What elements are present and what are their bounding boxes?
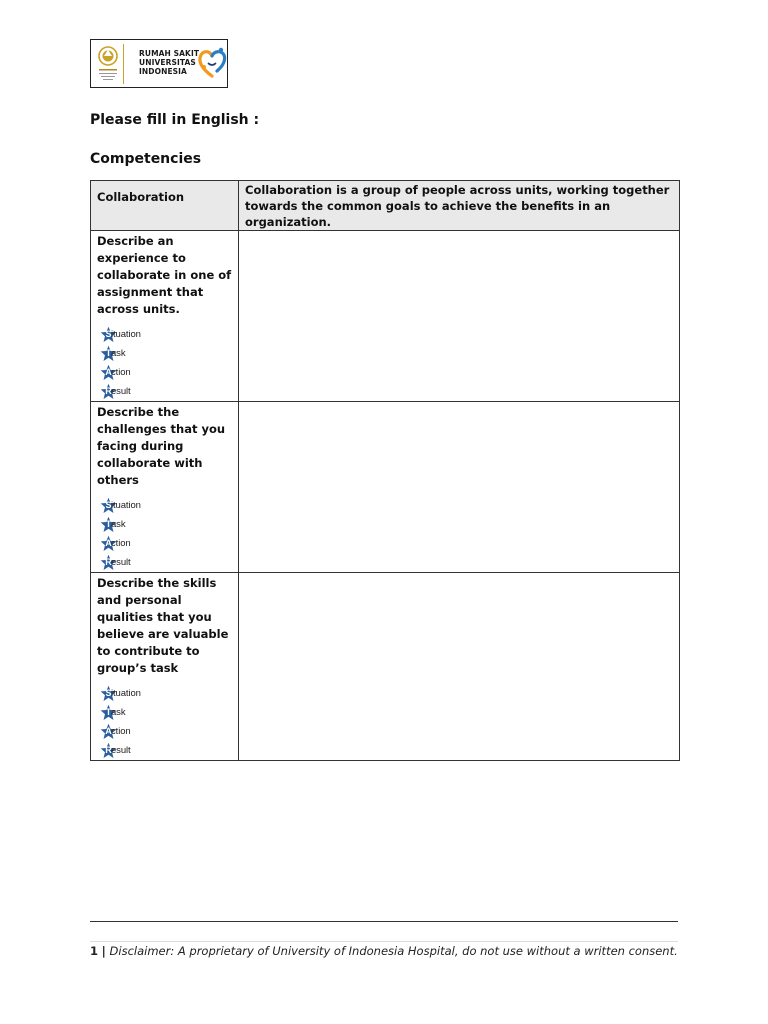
star-item-text: ask xyxy=(111,348,126,359)
table-row xyxy=(91,231,680,402)
star-method-list xyxy=(91,684,238,760)
star-item-action xyxy=(100,722,238,741)
star-method-list xyxy=(91,325,238,401)
footer-rule-light xyxy=(90,941,678,942)
star-icon: S xyxy=(100,326,117,343)
page-footer xyxy=(90,944,678,958)
star-item-action xyxy=(100,363,238,382)
question-cell xyxy=(91,573,239,761)
star-icon: R xyxy=(100,383,117,400)
star-item-result xyxy=(100,741,238,760)
star-item-situation xyxy=(100,684,238,703)
star-icon: A xyxy=(100,364,117,381)
question-prompt: Describe an experience to collaborate in one of assignment that across units. xyxy=(97,234,232,316)
question-prompt: Describe the challenges that you facing during collaborate with others xyxy=(97,405,226,487)
star-icon: S xyxy=(100,685,117,702)
question-prompt: Describe the skills and personal qualities that you believe are valuable to contribute to group’s task xyxy=(97,576,229,675)
answer-cell[interactable] xyxy=(239,573,680,761)
question-cell xyxy=(91,402,239,573)
star-icon: T xyxy=(100,345,117,362)
logo-line-3: INDONESIA xyxy=(139,67,187,76)
footer-separator: | xyxy=(101,944,106,958)
page-number: 1 xyxy=(90,944,99,958)
section-heading: Competencies xyxy=(90,151,202,167)
logo-wordmark xyxy=(139,49,199,76)
star-icon: R xyxy=(100,742,117,759)
footer-rule xyxy=(90,921,678,922)
table-header-row xyxy=(91,181,680,231)
star-icon: S xyxy=(100,497,117,514)
star-item-text: esult xyxy=(111,386,131,397)
star-item-text: ction xyxy=(111,367,131,378)
star-icon: A xyxy=(100,723,117,740)
star-item-text: ituation xyxy=(111,500,141,511)
star-method-list xyxy=(91,496,238,572)
competency-label: Collaboration xyxy=(91,181,239,231)
university-emblem-icon xyxy=(95,44,121,84)
star-item-text: esult xyxy=(111,557,131,568)
logo-line-1: RUMAH SAKIT xyxy=(139,49,200,58)
hospital-logo xyxy=(90,39,228,88)
question-cell xyxy=(91,231,239,402)
star-icon: R xyxy=(100,554,117,571)
star-icon: T xyxy=(100,516,117,533)
answer-cell[interactable] xyxy=(239,231,680,402)
star-item-text: ask xyxy=(111,519,126,530)
heart-hands-icon xyxy=(197,46,227,80)
competency-definition: Collaboration is a group of people across units, working together towards the common goals to achieve the benefits in an organization. xyxy=(239,181,680,231)
instruction-heading: Please fill in English : xyxy=(90,112,260,128)
star-item-text: ituation xyxy=(111,329,141,340)
star-item-text: ask xyxy=(111,707,126,718)
star-icon: A xyxy=(100,535,117,552)
table-row xyxy=(91,573,680,761)
answer-cell[interactable] xyxy=(239,402,680,573)
table-row xyxy=(91,402,680,573)
star-item-situation xyxy=(100,496,238,515)
star-item-result xyxy=(100,553,238,572)
footer-disclaimer: Disclaimer: A proprietary of University of Indonesia Hospital, do not use without a written consent. xyxy=(109,944,678,958)
competency-table xyxy=(90,180,680,761)
star-item-task xyxy=(100,515,238,534)
star-icon: T xyxy=(100,704,117,721)
star-item-task xyxy=(100,344,238,363)
star-item-situation xyxy=(100,325,238,344)
star-item-text: ction xyxy=(111,538,131,549)
star-item-result xyxy=(100,382,238,401)
star-item-action xyxy=(100,534,238,553)
star-item-text: esult xyxy=(111,745,131,756)
star-item-task xyxy=(100,703,238,722)
star-item-text: ituation xyxy=(111,688,141,699)
logo-divider xyxy=(123,44,124,84)
logo-line-2: UNIVERSITAS xyxy=(139,58,196,67)
star-item-text: ction xyxy=(111,726,131,737)
